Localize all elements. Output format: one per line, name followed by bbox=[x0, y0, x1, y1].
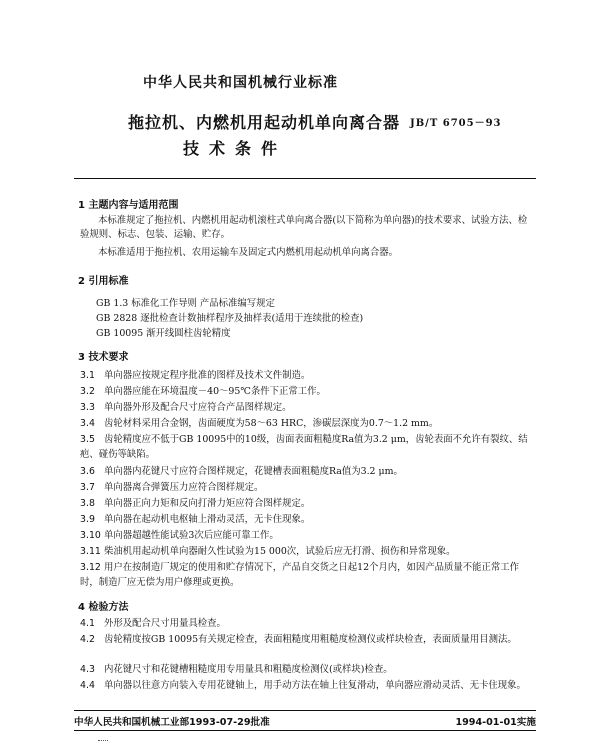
section-3-heading: 3 技术要求 bbox=[78, 352, 129, 363]
clause bbox=[80, 632, 535, 647]
clause bbox=[80, 496, 535, 511]
top-rule bbox=[74, 178, 536, 179]
document-subtitle: 技术条件 bbox=[183, 139, 288, 158]
clause-text: 单向器应能在环境温度－40～95℃条件下正常工作。 bbox=[104, 386, 326, 397]
section-2-heading: 2 引用标准 bbox=[78, 276, 129, 287]
clause bbox=[80, 400, 535, 415]
clause bbox=[80, 384, 535, 399]
section-1-scope: 本标准适用于拖拉机、农用运输车及固定式内燃机用起动机单向离合器。 bbox=[98, 247, 399, 258]
clause-text: 单向器内花键尺寸应符合图样规定，花键槽表面粗糙度Ra值为3.2 μm。 bbox=[104, 466, 403, 477]
clause-text: 内花键尺寸和花键槽粗糙度用专用量具和粗糙度检测仪(或样块)检查。 bbox=[104, 664, 393, 675]
document-title: 拖拉机、内燃机用起动机单向离合器 bbox=[128, 113, 401, 132]
clause-text: 单向器应按规定程序批准的图样及技术文件制造。 bbox=[104, 370, 311, 381]
clause bbox=[80, 512, 535, 527]
clause bbox=[80, 432, 535, 462]
clause-number: 3.11 bbox=[80, 546, 101, 557]
clause-text: 单向器在起动机电枢轴上滑动灵活，无卡住现象。 bbox=[104, 514, 311, 525]
section-1-heading: 1 主题内容与适用范围 bbox=[78, 200, 179, 211]
clause-text: 用户在按制造厂规定的使用和贮存情况下，产品自交货之日起12个月内，如因产品质量不能正常工作时，制造厂应无偿为用户修理或更换。 bbox=[80, 562, 520, 588]
effective-date: 1994-01-01实施 bbox=[455, 717, 536, 728]
page-mark bbox=[98, 740, 108, 744]
clause-number: 3.6 bbox=[80, 466, 95, 477]
clause bbox=[80, 528, 535, 543]
footer-rule bbox=[74, 710, 536, 711]
clause-number: 3.9 bbox=[80, 514, 95, 525]
clause bbox=[80, 480, 535, 495]
clause-number: 3.3 bbox=[80, 402, 95, 413]
section-4-heading: 4 检验方法 bbox=[78, 602, 129, 613]
clause-number: 3.5 bbox=[80, 434, 95, 445]
clause-number: 3.12 bbox=[80, 562, 101, 573]
clause bbox=[80, 464, 535, 479]
clause-text: 单向器离合弹簧压力应符合图样规定。 bbox=[104, 482, 264, 493]
clause-text: 柴油机用起动机单向器耐久性试验为15 000次，试验后应无打滑、损伤和异常现象。 bbox=[104, 546, 456, 557]
section-1-paragraph: 本标准规定了拖拉机、内燃机用起动机滚柱式单向离合器(以下简称为单向器)的技术要求、试验方法、检验规则、标志、包装、运输、贮存。 bbox=[80, 215, 528, 240]
clause bbox=[80, 544, 535, 559]
reference-item: GB 10095 渐开线圆柱齿轮精度 bbox=[96, 328, 231, 339]
clause-number: 3.4 bbox=[80, 418, 95, 429]
approval-line: 中华人民共和国机械工业部1993-07-29批准 bbox=[74, 717, 270, 728]
clause bbox=[80, 416, 535, 431]
clause-text: 齿轮精度应不低于GB 10095中的10级，齿面表面粗糙度Ra值为3.2 μm，齿轮表面不允许有裂纹、结疤、碰伤等缺陷。 bbox=[80, 434, 528, 460]
clause bbox=[80, 662, 535, 677]
clause-number: 4.3 bbox=[80, 664, 95, 675]
clause-text: 单向器以往意方向装入专用花键轴上，用手动方法在轴上往复滑动，单向器应滑动灵活、无卡住现象。 bbox=[104, 680, 526, 691]
clause-text: 齿轮材料采用合金钢，齿面硬度为58～63 HRC，渗碳层深度为0.7～1.2 mm。 bbox=[104, 418, 439, 429]
clause bbox=[80, 678, 535, 693]
standard-number: JB/T 6705－93 bbox=[410, 118, 502, 129]
clause-text: 单向器外形及配合尺寸应符合产品图样规定。 bbox=[104, 402, 292, 413]
clause bbox=[80, 560, 535, 590]
clause-number: 4.2 bbox=[80, 634, 95, 645]
clause-number: 3.2 bbox=[80, 386, 95, 397]
bottom-rule bbox=[74, 730, 536, 731]
clause bbox=[80, 368, 535, 383]
clause bbox=[80, 616, 535, 631]
clause-number: 3.7 bbox=[80, 482, 95, 493]
clause-text: 齿轮精度按GB 10095有关规定检查，表面粗糙度用粗糙度检测仪或样块检查，表面质量用目测法。 bbox=[104, 634, 517, 645]
clause-number: 3.10 bbox=[80, 530, 101, 541]
clause-number: 3.1 bbox=[80, 370, 95, 381]
clause-number: 4.1 bbox=[80, 618, 95, 629]
clause-text: 单向器正向力矩和反向打滑力矩应符合图样规定。 bbox=[104, 498, 311, 509]
clause-text: 外形及配合尺寸用量具检查。 bbox=[104, 618, 226, 629]
clause-number: 3.8 bbox=[80, 498, 95, 509]
clause-number: 4.4 bbox=[80, 680, 95, 691]
issuing-body: 中华人民共和国机械行业标准 bbox=[143, 75, 338, 91]
reference-item: GB 1.3 标准化工作导则 产品标准编写规定 bbox=[96, 298, 275, 309]
clause-text: 单向器超越性能试验3次后应能可靠工作。 bbox=[104, 530, 279, 541]
reference-item: GB 2828 逐批检查计数抽样程序及抽样表(适用于连续批的检查) bbox=[96, 313, 364, 324]
